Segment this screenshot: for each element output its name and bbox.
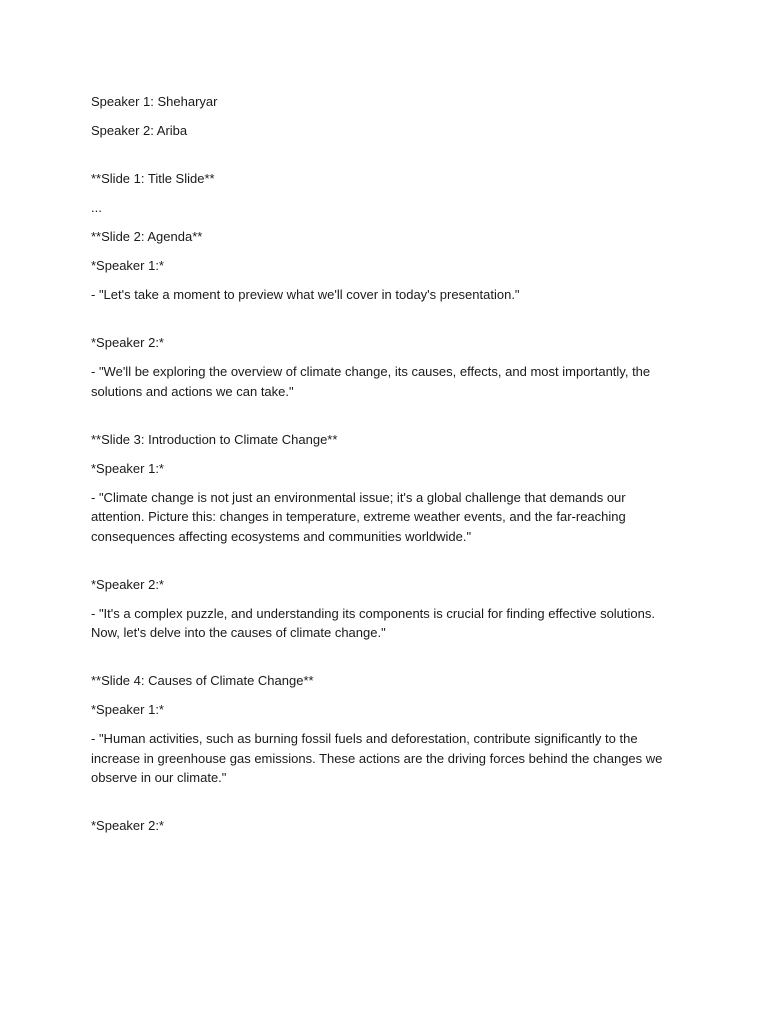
speaker-label: *Speaker 2:* (91, 335, 164, 350)
speaker-quote: - "We'll be exploring the overview of climate change, its causes, effects, and most importantly, the solutions and actions we can take." (91, 364, 651, 399)
speaker-quote: - "It's a complex puzzle, and understanding its components is crucial for finding effective solutions. Now, let's delve into the causes of climate change." (91, 605, 655, 640)
speaker-label: *Speaker 1:* (91, 702, 164, 717)
slide-1-placeholder: ... (91, 200, 102, 215)
speaker-label: *Speaker 2:* (91, 818, 164, 833)
slide-1-heading: **Slide 1: Title Slide** (91, 171, 215, 186)
speaker-label: *Speaker 2:* (91, 576, 164, 592)
slide-3-heading: **Slide 3: Introduction to Climate Change** (91, 431, 338, 447)
speaker-1-name-line: Speaker 1: Sheharyar (91, 94, 218, 109)
speaker-quote: - "Human activities, such as burning fossil fuels and deforestation, contribute significantly to the increase in greenhouse gas emissions. These actions are the driving forces behind the changes we observe in our climate." (91, 731, 663, 785)
speaker-quote: - "Let's take a moment to preview what we'll cover in today's presentation." (91, 287, 520, 302)
document-body (91, 92, 681, 836)
slide-2-heading: **Slide 2: Agenda** (91, 229, 203, 244)
speaker-quote: - "Climate change is not just an environmental issue; it's a global challenge that demands our attention. Picture this: changes in temperature, extreme weather events, and the far-reaching consequences affecting ecosystems and communities worldwide." (91, 489, 626, 544)
speaker-2-name-line: Speaker 2: Ariba (91, 123, 188, 138)
speaker-label: *Speaker 1:* (91, 460, 164, 476)
slide-4-heading: **Slide 4: Causes of Climate Change** (91, 673, 314, 688)
speaker-label: *Speaker 1:* (91, 258, 164, 273)
